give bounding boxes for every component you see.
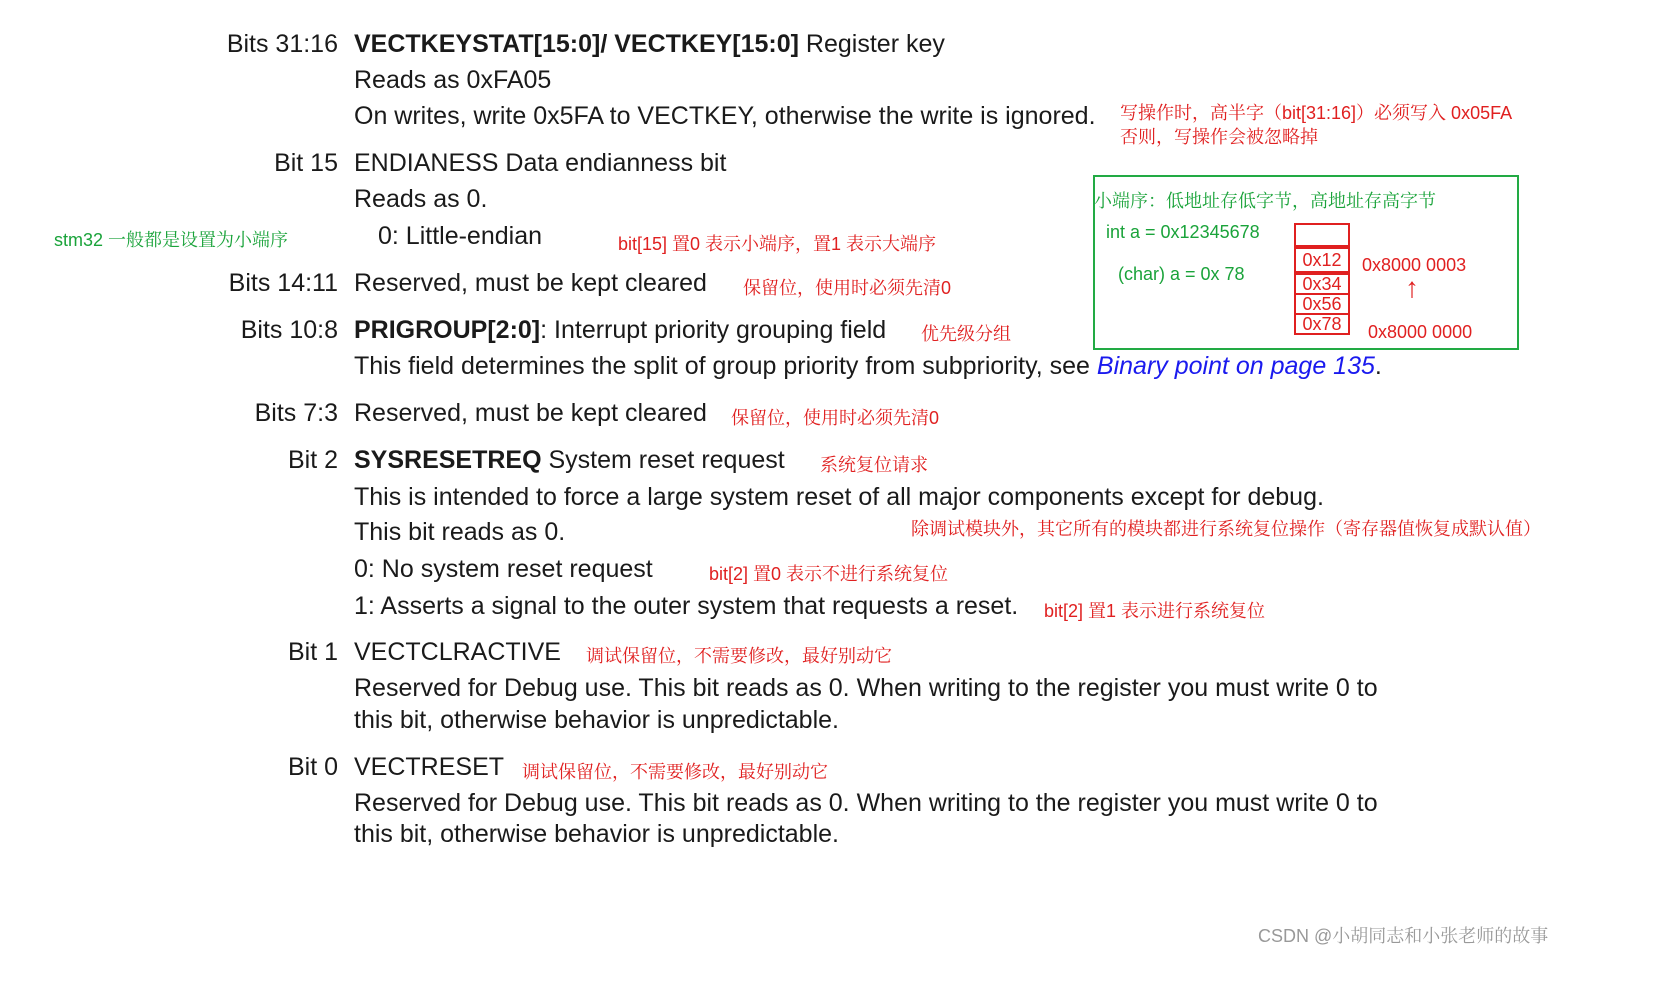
endianess-little: 0: Little-endian — [378, 222, 543, 250]
vectkey-name: VECTKEYSTAT[15:0]/ VECTKEY[15:0] — [354, 30, 799, 58]
vectkey-desc: Register key — [798, 30, 945, 58]
endian-code-int: int a = 0x12345678 — [1106, 222, 1260, 242]
memory-cell-0x56: 0x56 — [1294, 293, 1350, 315]
sysresetreq-desc: System reset request — [541, 446, 785, 474]
bit-0-label: Bit 0 — [287, 753, 338, 781]
csdn-watermark: CSDN @小胡同志和小张老师的故事 — [1258, 926, 1549, 946]
memory-cell-empty — [1294, 223, 1350, 247]
memory-cell-0x78: 0x78 — [1294, 313, 1350, 335]
endianess-reads: Reads as 0. — [354, 185, 488, 213]
prigroup-name: PRIGROUP[2:0] — [354, 316, 541, 344]
endianess-title: ENDIANESS Data endianness bit — [354, 149, 727, 177]
sysresetreq-note: 系统复位请求 — [820, 455, 928, 475]
vectreset-line2: this bit, otherwise behavior is unpredictable. — [354, 820, 839, 848]
reserved-14-11-note: 保留位，使用时必须先清0 — [743, 278, 952, 298]
vectclractive-note: 调试保留位，不需要修改，最好别动它 — [586, 646, 892, 666]
endian-code-char: (char) a = 0x 78 — [1118, 264, 1245, 284]
sysresetreq-line2-note: 除调试模块外，其它所有的模块都进行系统复位操作（寄存器值恢复成默认值） — [911, 519, 1541, 539]
vectkey-writes: On writes, write 0x5FA to VECTKEY, otherwise the write is ignored. — [354, 102, 1096, 130]
sysresetreq-line3: 0: No system reset request — [354, 555, 653, 583]
vectkey-note-1: 写操作时，高半字（bit[31:16]）必须写入 0x05FA — [1120, 103, 1513, 123]
reserved-14-11: Reserved, must be kept cleared — [354, 269, 707, 297]
sysresetreq-title — [354, 446, 785, 475]
bit-2-label: Bit 2 — [287, 446, 338, 474]
sysresetreq-line4: 1: Asserts a signal to the outer system that requests a reset. — [354, 592, 1019, 620]
vectclractive-line2: this bit, otherwise behavior is unpredictable. — [354, 706, 839, 734]
address-high: 0x8000 0003 — [1362, 255, 1467, 275]
bit-15-label: Bit 15 — [274, 149, 338, 177]
bits-7-3-label: Bits 7:3 — [254, 399, 338, 427]
vectclractive-line1: Reserved for Debug use. This bit reads as 0. When writing to the register you must write 0 to — [354, 674, 1378, 702]
sysresetreq-line3-note: bit[2] 置0 表示不进行系统复位 — [709, 564, 949, 584]
sysresetreq-line1: This is intended to force a large system reset of all major components except for debug. — [354, 483, 1324, 511]
sysresetreq-line4-note: bit[2] 置1 表示进行系统复位 — [1044, 601, 1266, 621]
memory-cell-0x12: 0x12 — [1294, 247, 1350, 273]
vectreset-note: 调试保留位，不需要修改，最好别动它 — [522, 762, 828, 782]
prigroup-line-text: This field determines the split of group priority from subpriority, see — [354, 352, 1097, 380]
prigroup-desc: : Interrupt priority grouping field — [540, 316, 887, 344]
vectkey-note-2: 否则，写操作会被忽略掉 — [1120, 127, 1318, 147]
bits-10-8-label: Bits 10:8 — [240, 316, 338, 344]
vectkey-title — [354, 30, 945, 59]
prigroup-line-end: . — [1374, 352, 1382, 380]
endian-box-title: 小端序：低地址存低字节，高地址存高字节 — [1094, 191, 1436, 211]
sysresetreq-name: SYSRESETREQ — [354, 446, 542, 474]
vectkey-reads: Reads as 0xFA05 — [354, 66, 552, 94]
prigroup-desc-line — [354, 352, 1382, 381]
sysresetreq-line2: This bit reads as 0. — [354, 518, 566, 546]
stm32-note: stm32 一般都是设置为小端序 — [54, 230, 289, 250]
memory-cell-0x34: 0x34 — [1294, 273, 1350, 295]
bits-14-11-label: Bits 14:11 — [228, 269, 338, 297]
reserved-7-3-note: 保留位，使用时必须先清0 — [731, 408, 940, 428]
vectclractive-title: VECTCLRACTIVE — [354, 638, 561, 666]
reserved-7-3: Reserved, must be kept cleared — [354, 399, 707, 427]
address-low: 0x8000 0000 — [1368, 322, 1473, 342]
vectreset-title: VECTRESET — [354, 753, 505, 781]
bit-1-label: Bit 1 — [287, 638, 338, 666]
prigroup-title — [354, 316, 886, 345]
endianess-note: bit[15] 置0 表示小端序，置1 表示大端序 — [618, 234, 937, 254]
binary-point-link[interactable]: Binary point on page 135 — [1096, 352, 1375, 380]
prigroup-note: 优先级分组 — [921, 324, 1011, 344]
vectreset-line1: Reserved for Debug use. This bit reads as 0. When writing to the register you must write 0 to — [354, 789, 1378, 817]
bits-31-16-label: Bits 31:16 — [226, 30, 338, 58]
up-arrow-icon: ↑ — [1405, 272, 1419, 303]
